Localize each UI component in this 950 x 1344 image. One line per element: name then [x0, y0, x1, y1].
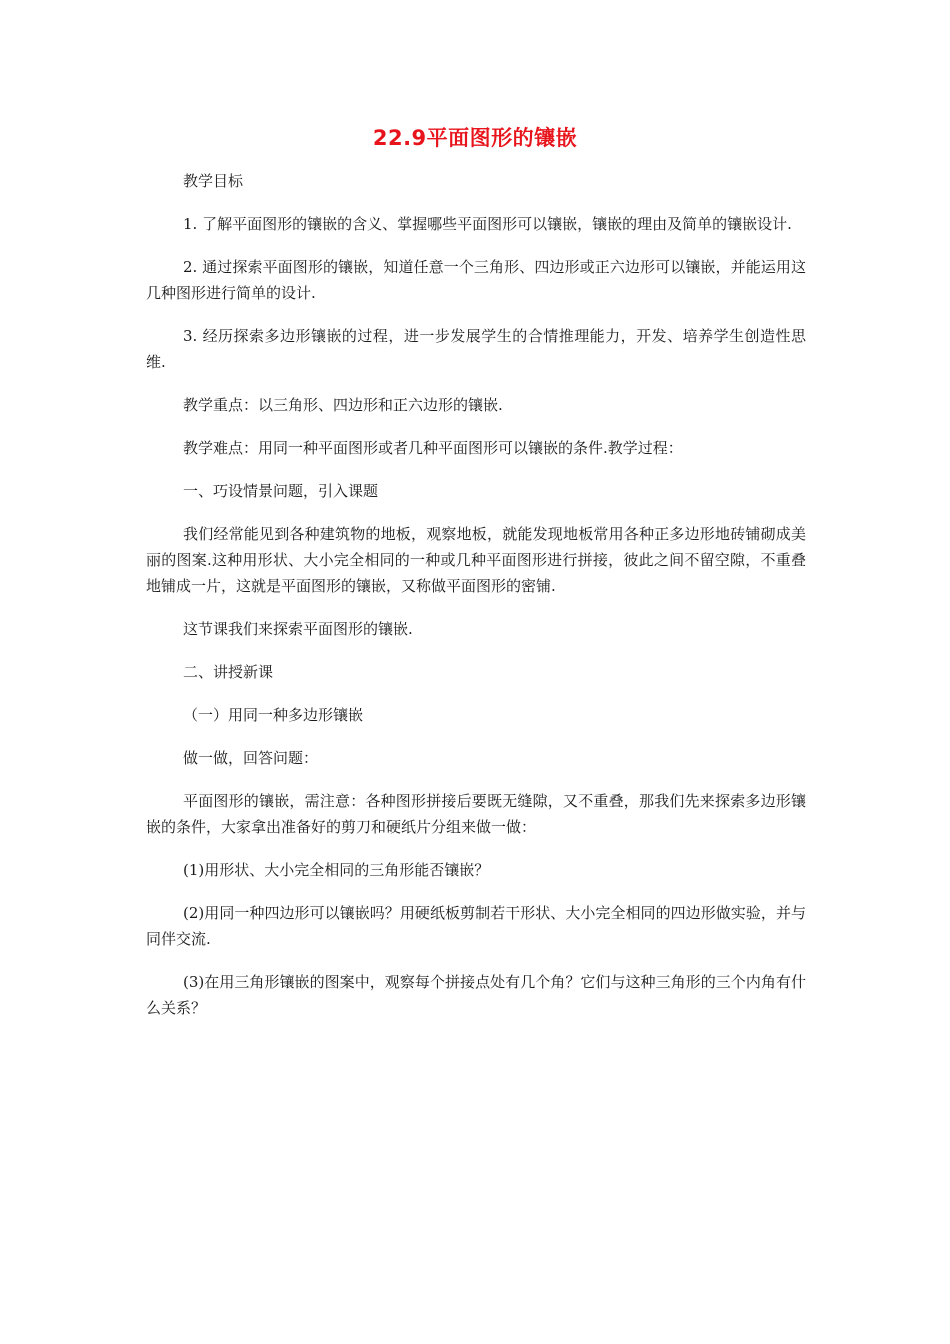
question-3: (3)在用三角形镶嵌的图案中，观察每个拼接点处有几个角？它们与这种三角形的三个内角有什么关系？	[146, 973, 806, 1017]
intro-summary: 这节课我们来探索平面图形的镶嵌.	[183, 620, 413, 638]
section-heading-intro: 一、巧设情景问题，引入课题	[183, 482, 379, 500]
document-title: 22.9平面图形的镶嵌	[372, 126, 578, 150]
activity-prompt: 做一做，回答问题：	[183, 749, 319, 767]
question-1: (1)用形状、大小完全相同的三角形能否镶嵌？	[183, 861, 490, 879]
key-point: 教学重点：以三角形、四边形和正六边形的镶嵌.	[183, 396, 503, 414]
objective-1: 1. 了解平面图形的镶嵌的含义、掌握哪些平面图形可以镶嵌，镶嵌的理由及简单的镶嵌设计.	[183, 215, 792, 233]
section-heading-new-lesson: 二、讲授新课	[183, 663, 274, 681]
question-2: (2)用同一种四边形可以镶嵌吗？用硬纸板剪制若干形状、大小完全相同的四边形做实验，并与同伴交流.	[146, 904, 806, 948]
intro-paragraph: 我们经常能见到各种建筑物的地板，观察地板，就能发现地板常用各种正多边形地砖铺砌成美丽的图案.这种用形状、大小完全相同的一种或几种平面图形进行拼接，彼此之间不留空隙，不重叠地铺成一片，这就是平面图形的镶嵌，又称做平面图形的密铺.	[146, 525, 806, 595]
objective-3: 3. 经历探索多边形镶嵌的过程，进一步发展学生的合情推理能力，开发、培养学生创造性思维.	[146, 327, 806, 371]
difficult-point: 教学难点：用同一种平面图形或者几种平面图形可以镶嵌的条件.教学过程：	[183, 439, 683, 457]
activity-paragraph: 平面图形的镶嵌，需注意：各种图形拼接后要既无缝隙，又不重叠，那我们先来探索多边形镶嵌的条件，大家拿出准备好的剪刀和硬纸片分组来做一做：	[146, 792, 806, 836]
section-heading-objectives: 教学目标	[183, 172, 244, 190]
document-body	[146, 168, 806, 1038]
objective-2: 2. 通过探索平面图形的镶嵌，知道任意一个三角形、四边形或正六边形可以镶嵌，并能运用这几种图形进行简单的设计.	[146, 258, 806, 302]
subsection-heading: （一）用同一种多边形镶嵌	[183, 706, 364, 724]
